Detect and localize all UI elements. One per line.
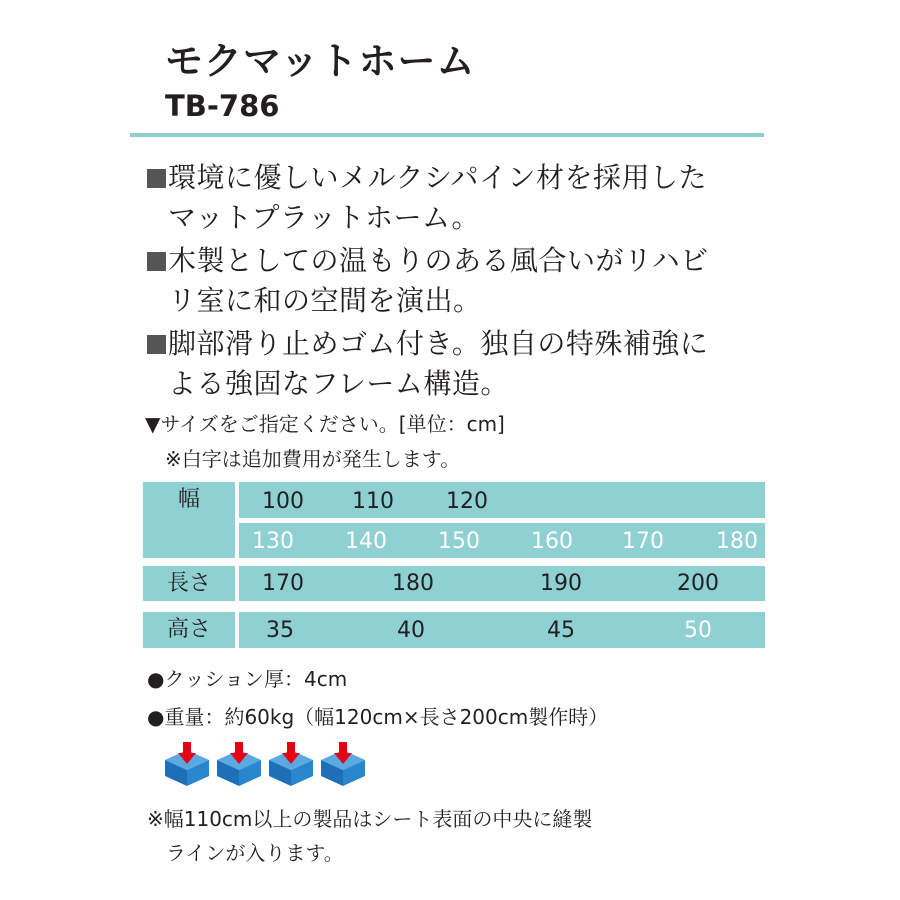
feature-text: 木製としての温もりのある風合いがリハビ	[168, 244, 709, 277]
extra-cost-note: ※白字は追加費用が発生します。	[165, 447, 461, 471]
height-option: 40	[397, 618, 425, 643]
load-block-icon	[163, 740, 211, 788]
header-divider	[130, 133, 764, 137]
height-label: 高さ	[166, 617, 211, 642]
feature-list	[147, 158, 787, 407]
feature-text: 環境に優しいメルクシパイン材を採用した	[168, 161, 707, 194]
feature-text: マットプラットホーム。	[168, 201, 480, 234]
length-label: 長さ	[166, 571, 211, 596]
width-option: 100	[262, 489, 304, 514]
cushion-thickness: ●クッション厚：4cm	[147, 667, 348, 691]
width-option-extra: 160	[531, 529, 573, 554]
model-number: TB-786	[165, 89, 280, 123]
size-table	[143, 482, 765, 650]
feature-item	[147, 241, 787, 321]
load-icon-row	[163, 740, 373, 790]
load-block-icon	[215, 740, 263, 788]
feature-text: よる強固なフレーム構造。	[168, 367, 509, 400]
height-option: 35	[266, 618, 294, 643]
weight-spec: ●重量：約60kg（幅120cm×長さ200cm製作時）	[147, 705, 609, 729]
load-block-icon	[267, 740, 315, 788]
length-option: 190	[540, 571, 582, 596]
length-option: 170	[262, 571, 304, 596]
feature-text: 脚部滑り止めゴム付き。独自の特殊補強に	[168, 327, 709, 360]
height-option: 45	[547, 618, 575, 643]
square-bullet-icon	[147, 158, 168, 198]
seam-note-line: ※幅110cm以上の製品はシート表面の中央に縫製	[147, 807, 593, 831]
square-bullet-icon	[147, 241, 168, 281]
width-option: 120	[446, 489, 488, 514]
feature-text: リ室に和の空間を演出。	[168, 284, 482, 317]
feature-item	[147, 324, 787, 404]
product-name: モクマットホーム	[165, 39, 476, 83]
width-option-extra: 140	[345, 529, 387, 554]
width-row-2	[239, 523, 765, 558]
width-option-extra: 170	[622, 529, 664, 554]
width-label: 幅	[177, 487, 200, 512]
square-bullet-icon	[147, 324, 168, 364]
width-option-extra: 130	[252, 529, 294, 554]
load-block-icon	[319, 740, 367, 788]
width-option: 110	[352, 489, 394, 514]
width-option-extra: 180	[716, 529, 758, 554]
seam-note-line: ラインが入ります。	[166, 841, 344, 865]
seam-note	[147, 802, 592, 870]
length-option: 200	[677, 571, 719, 596]
size-instruction: ▼サイズをご指定ください。[単位：cm]	[145, 412, 505, 436]
height-option-extra: 50	[684, 618, 712, 643]
width-option-extra: 150	[438, 529, 480, 554]
feature-item	[147, 158, 787, 238]
length-option: 180	[392, 571, 434, 596]
